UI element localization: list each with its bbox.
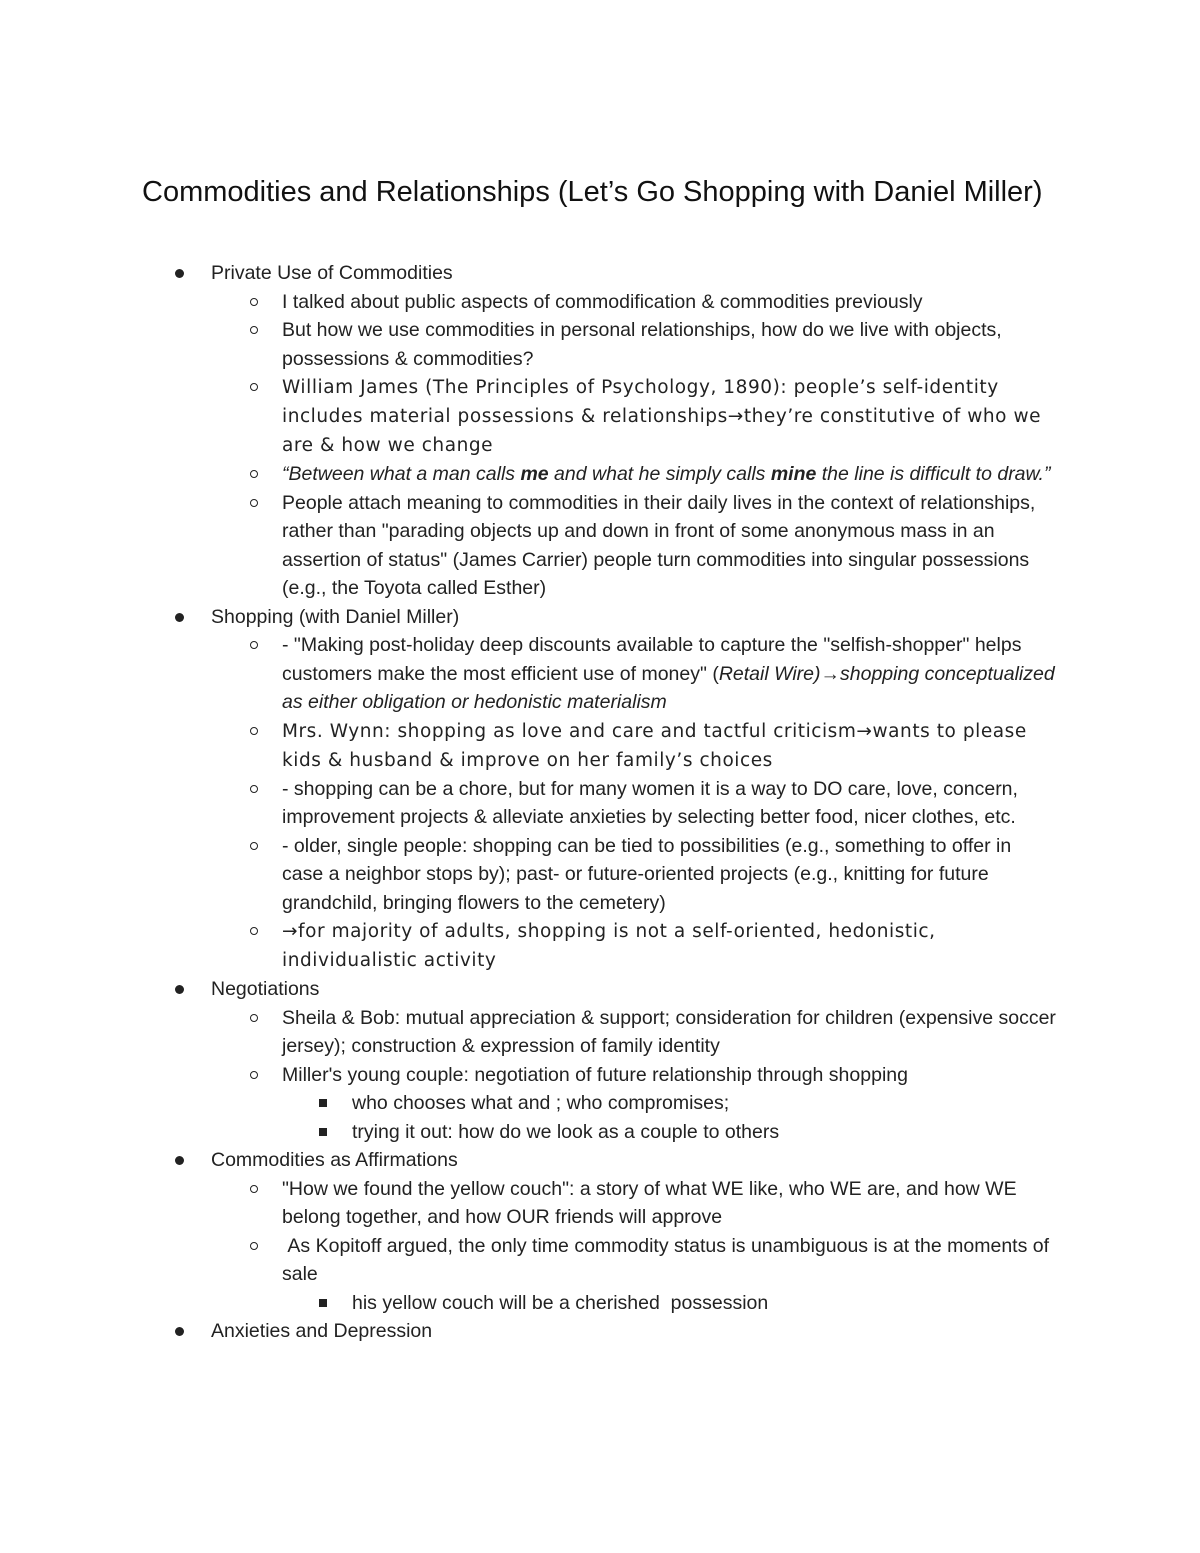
notes-list	[0, 259, 1200, 1346]
square-bullet-icon	[319, 1299, 327, 1307]
bullet-private-use	[211, 259, 1071, 288]
sub-bullet-miller-couple	[282, 1061, 1057, 1090]
bullet-text: "How we found the yellow couch": a story of what WE like, who WE are, and how WE belong together, and how OUR friends will approve	[282, 1177, 1017, 1228]
sub-sub-bullet-who-chooses	[352, 1089, 1052, 1118]
source-citation: Retail Wire	[718, 662, 815, 685]
bullet-text: William James (The Principles of Psychology, 1890): people’s self-identity includes material possessions & relationships→they’re constitutive of who we are & how we change	[282, 377, 1042, 456]
disc-bullet-icon	[175, 269, 184, 278]
sub-bullet-meaning-commodities	[282, 489, 1057, 603]
quote-part: “Between what a man calls	[282, 463, 521, 485]
sub-bullet-william-james	[282, 373, 1057, 460]
bullet-text: Mrs. Wynn: shopping as love and care and tactful criticism→wants to please kids & husband & improve on her family’s choices	[282, 720, 1027, 771]
sub-bullet-retail-wire	[282, 631, 1057, 717]
bullet-text: Shopping (with Daniel Miller)	[211, 605, 460, 628]
sub-bullet-mrs-wynn	[282, 717, 1057, 775]
bullet-text: I talked about public aspects of commodification & commodities previously	[282, 290, 923, 313]
quote-emphasis-me: me	[520, 463, 549, 485]
bullet-text: trying it out: how do we look as a couple to others	[352, 1120, 780, 1143]
bullet-text: his yellow couch will be a cherished possession	[352, 1291, 769, 1314]
quote-part: and what he simply calls	[548, 463, 771, 485]
circle-bullet-icon	[250, 1242, 258, 1250]
circle-bullet-icon	[250, 1071, 258, 1079]
quote-emphasis-mine: mine	[770, 463, 817, 485]
bullet-text: As Kopitoff argued, the only time commodity status is unambiguous is at the moments of sale	[282, 1234, 1055, 1285]
bullet-text: - older, single people: shopping can be tied to possibilities (e.g., something to offer in case a neighbor stops by); past- or future-oriented projects (e.g., knitting for future grandchild, bringing flowers to the cemetery)	[282, 834, 1012, 914]
bullet-text: Private Use of Commodities	[211, 262, 453, 284]
circle-bullet-icon	[250, 785, 258, 793]
circle-bullet-icon	[250, 499, 258, 507]
bullet-text: But how we use commodities in personal relationships, how do we live with objects, possessions & commodities?	[282, 319, 1002, 370]
sub-bullet-public-aspects	[282, 288, 1057, 317]
sub-bullet-sheila-bob	[282, 1004, 1057, 1061]
sub-bullet-personal-relationships	[282, 316, 1057, 373]
disc-bullet-icon	[175, 613, 184, 622]
sub-bullet-yellow-couch	[282, 1175, 1057, 1232]
circle-bullet-icon	[250, 641, 258, 649]
document-title: Commodities and Relationships (Let’s Go Shopping with Daniel Miller)	[142, 176, 1043, 208]
square-bullet-icon	[319, 1099, 327, 1107]
bullet-text: People attach meaning to commodities in their daily lives in the context of relationships, rather than "parading objects up and down in front of some anonymous mass in an assertion of status" (James Carrier) people turn commodities into singular possessions (e.g., the Toyota called Esther)	[282, 491, 1036, 599]
sub-sub-bullet-cherished	[352, 1289, 1052, 1318]
bullet-anxieties	[211, 1317, 1071, 1346]
sub-bullet-older-single	[282, 832, 1057, 918]
bullet-text: Anxieties and Depression	[211, 1320, 433, 1342]
bullet-text: who chooses what and ; who compromises;	[352, 1092, 730, 1114]
circle-bullet-icon	[250, 1185, 258, 1193]
circle-bullet-icon	[250, 298, 258, 306]
circle-bullet-icon	[250, 842, 258, 850]
sub-bullet-kopitoff	[282, 1232, 1057, 1289]
circle-bullet-icon	[250, 927, 258, 935]
bullet-text: Sheila & Bob: mutual appreciation & support; consideration for children (expensive soccer jersey); construction & expression of family identity	[282, 1006, 1056, 1057]
quote-text	[282, 463, 1050, 485]
bullet-affirmations	[211, 1146, 1071, 1175]
bullet-text: →for majority of adults, shopping is not a self-oriented, hedonistic, individualistic activity	[282, 921, 936, 971]
circle-bullet-icon	[250, 470, 258, 478]
bullet-text: - shopping can be a chore, but for many women it is a way to DO care, love, concern, improvement projects & alleviate anxieties by selecting better food, nicer clothes, etc.	[282, 777, 1018, 828]
disc-bullet-icon	[175, 1327, 184, 1336]
sub-bullet-james-quote	[282, 460, 1057, 489]
circle-bullet-icon	[250, 1014, 258, 1022]
sub-bullet-majority-adults	[282, 917, 1057, 975]
circle-bullet-icon	[250, 326, 258, 334]
bullet-text: Miller's young couple: negotiation of future relationship through shopping	[282, 1063, 908, 1086]
square-bullet-icon	[319, 1128, 327, 1136]
disc-bullet-icon	[175, 985, 184, 994]
bullet-text-italic: )→shopping conceptualized as either obligation or hedonistic materialism	[282, 662, 1055, 713]
sub-sub-bullet-trying-out	[352, 1118, 1052, 1147]
disc-bullet-icon	[175, 1156, 184, 1165]
circle-bullet-icon	[250, 383, 258, 391]
bullet-text: - "Making post-holiday deep discounts available to capture the "selfish-shopper" helps customers make the most efficient use of money" (	[282, 634, 1022, 685]
quote-part: the line is difficult to draw.”	[816, 463, 1051, 485]
bullet-text: Commodities as Affirmations	[211, 1149, 458, 1171]
bullet-shopping	[211, 603, 1071, 632]
bullet-negotiations	[211, 975, 1071, 1004]
sub-bullet-chore	[282, 775, 1057, 832]
circle-bullet-icon	[250, 727, 258, 735]
bullet-text: Negotiations	[211, 978, 320, 1000]
